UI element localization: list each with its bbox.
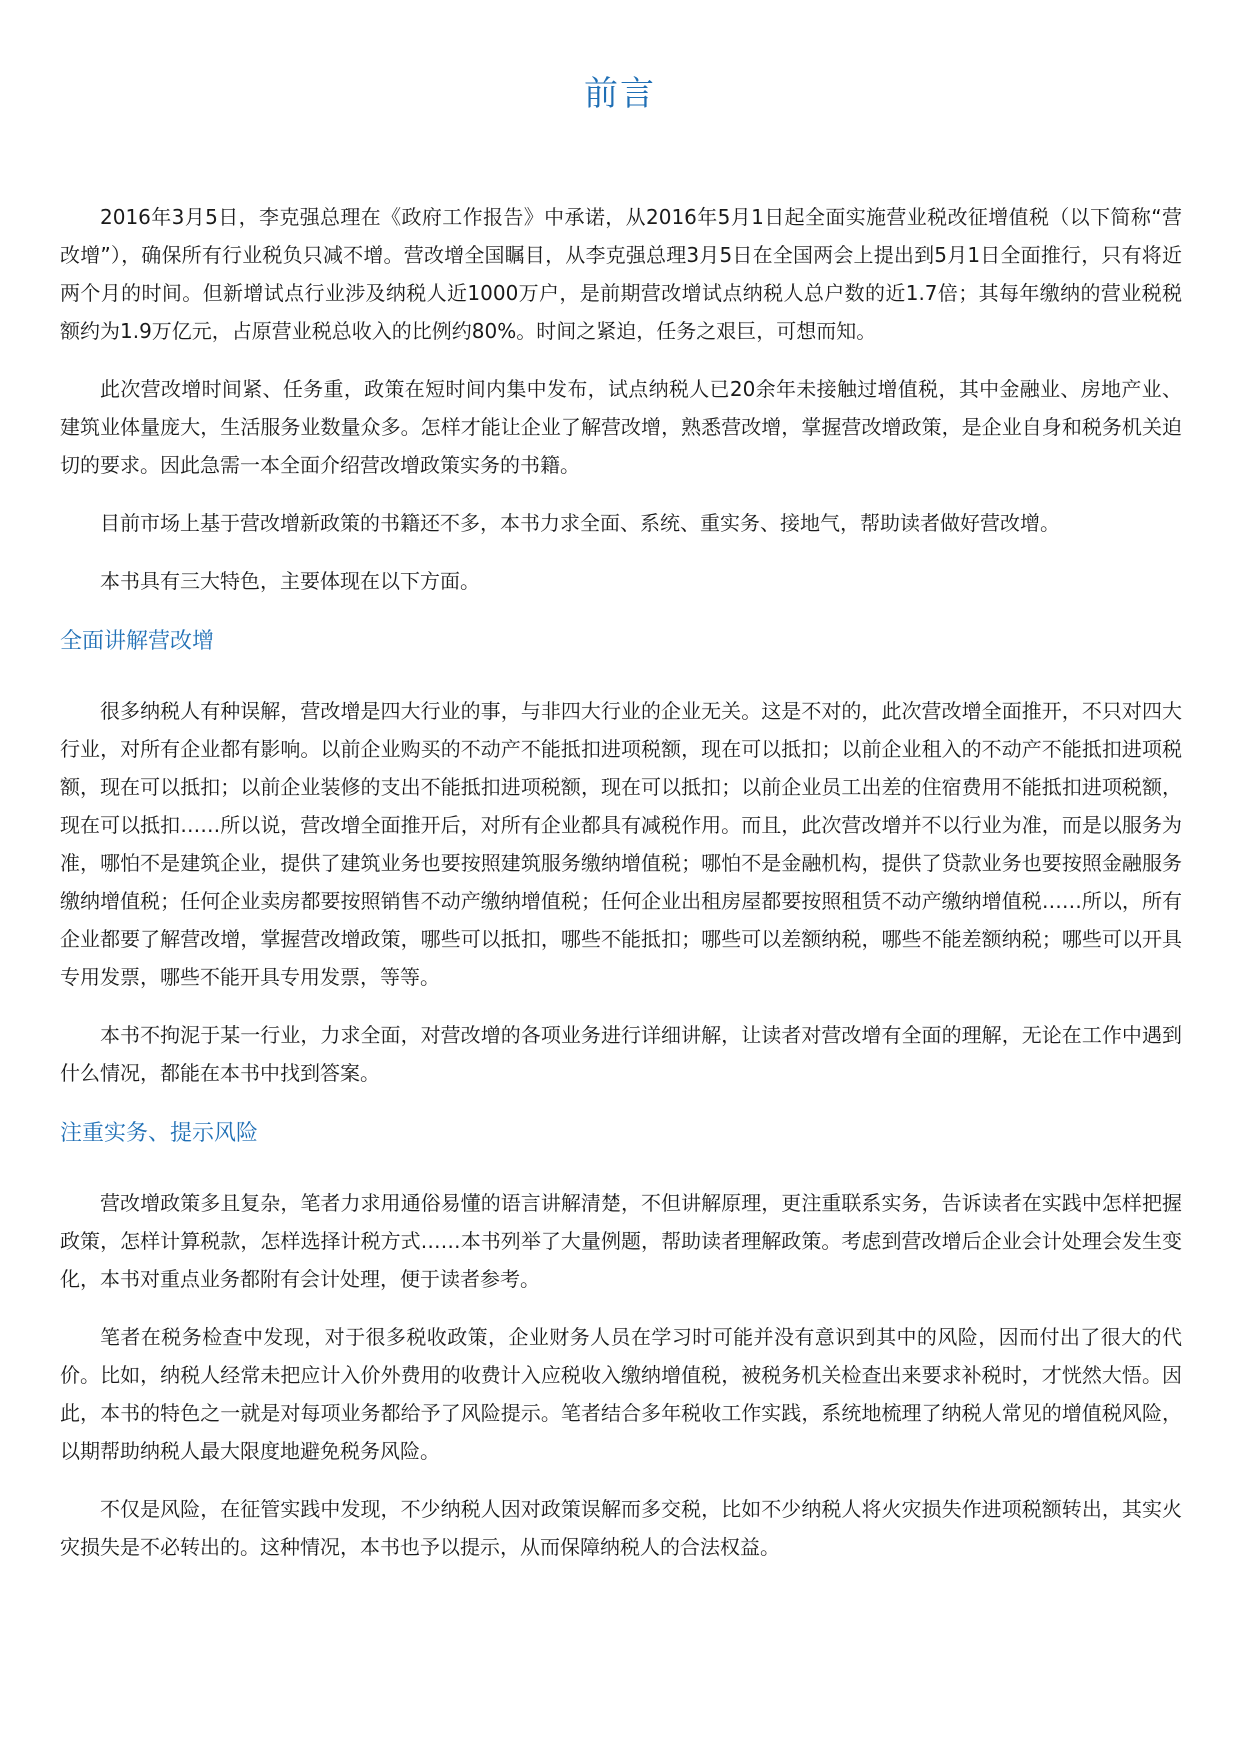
section-paragraph: 笔者在税务检查中发现，对于很多税收政策，企业财务人员在学习时可能并没有意识到其中的风险，因而付出了很大的代价。比如，纳税人经常未把应计入价外费用的收费计入应税收入缴纳增值税，被税务机关检查出来要求补税时，才恍然大悟。因此，本书的特色之一就是对每项业务都给予了风险提示。笔者结合多年税收工作实践，系统地梳理了纳税人常见的增值税风险，以期帮助纳税人最大限度地避免税务风险。 (60, 1325, 1182, 1463)
section-heading: 注重实务、提示风险 (60, 1121, 259, 1146)
intro-paragraph: 2016年3月5日，李克强总理在《政府工作报告》中承诺，从2016年5月1日起全面实施营业税改征增值税（以下简称“营改增”），确保所有行业税负只减不增。营改增全国瞩目，从李克强总理3月5日在全国两会上提出到5月1日全面推行，只有将近两个月的时间。但新增试点行业涉及纳税人近1000万户，是前期营改增试点纳税人总户数的近1.7倍；其每年缴纳的营业税税额约为1.9万亿元，占原营业税总收入的比例约80%。时间之紧迫，任务之艰巨，可想而知。 (60, 205, 1182, 343)
document-body (60, 198, 1182, 1566)
section-paragraph: 营改增政策多且复杂，笔者力求用通俗易懂的语言讲解清楚，不但讲解原理，更注重联系实务，告诉读者在实践中怎样把握政策，怎样计算税款，怎样选择计税方式……本书列举了大量例题，帮助读者理解政策。考虑到营改增后企业会计处理会发生变化，本书对重点业务都附有会计处理，便于读者参考。 (60, 1191, 1182, 1291)
intro-paragraph: 本书具有三大特色，主要体现在以下方面。 (100, 569, 480, 593)
section-heading: 全面讲解营改增 (60, 629, 215, 654)
section-paragraph: 不仅是风险，在征管实践中发现，不少纳税人因对政策误解而多交税，比如不少纳税人将火灾损失作进项税额转出，其实火灾损失是不必转出的。这种情况，本书也予以提示，从而保障纳税人的合法权益。 (60, 1497, 1182, 1559)
section-paragraph: 本书不拘泥于某一行业，力求全面，对营改增的各项业务进行详细讲解，让读者对营改增有全面的理解，无论在工作中遇到什么情况，都能在本书中找到答案。 (60, 1023, 1182, 1085)
page-title: 前言 (584, 74, 656, 114)
intro-paragraph: 此次营改增时间紧、任务重，政策在短时间内集中发布，试点纳税人已20余年未接触过增值税，其中金融业、房地产业、建筑业体量庞大，生活服务业数量众多。怎样才能让企业了解营改增，熟悉营改增，掌握营改增政策，是企业自身和税务机关迫切的要求。因此急需一本全面介绍营改增政策实务的书籍。 (60, 377, 1182, 477)
section-paragraph: 很多纳税人有种误解，营改增是四大行业的事，与非四大行业的企业无关。这是不对的，此次营改增全面推开，不只对四大行业，对所有企业都有影响。以前企业购买的不动产不能抵扣进项税额，现在可以抵扣；以前企业租入的不动产不能抵扣进项税额，现在可以抵扣；以前企业装修的支出不能抵扣进项税额，现在可以抵扣；以前企业员工出差的住宿费用不能抵扣进项税额，现在可以抵扣……所以说，营改增全面推开后，对所有企业都具有减税作用。而且，此次营改增并不以行业为准，而是以服务为准，哪怕不是建筑企业，提供了建筑业务也要按照建筑服务缴纳增值税；哪怕不是金融机构，提供了贷款业务也要按照金融服务缴纳增值税；任何企业卖房都要按照销售不动产缴纳增值税；任何企业出租房屋都要按照租赁不动产缴纳增值税……所以，所有企业都要了解营改增，掌握营改增政策，哪些可以抵扣，哪些不能抵扣；哪些可以差额纳税，哪些不能差额纳税；哪些可以开具专用发票，哪些不能开具专用发票，等等。 (60, 699, 1182, 989)
intro-paragraph: 目前市场上基于营改增新政策的书籍还不多，本书力求全面、系统、重实务、接地气，帮助读者做好营改增。 (100, 511, 1060, 535)
